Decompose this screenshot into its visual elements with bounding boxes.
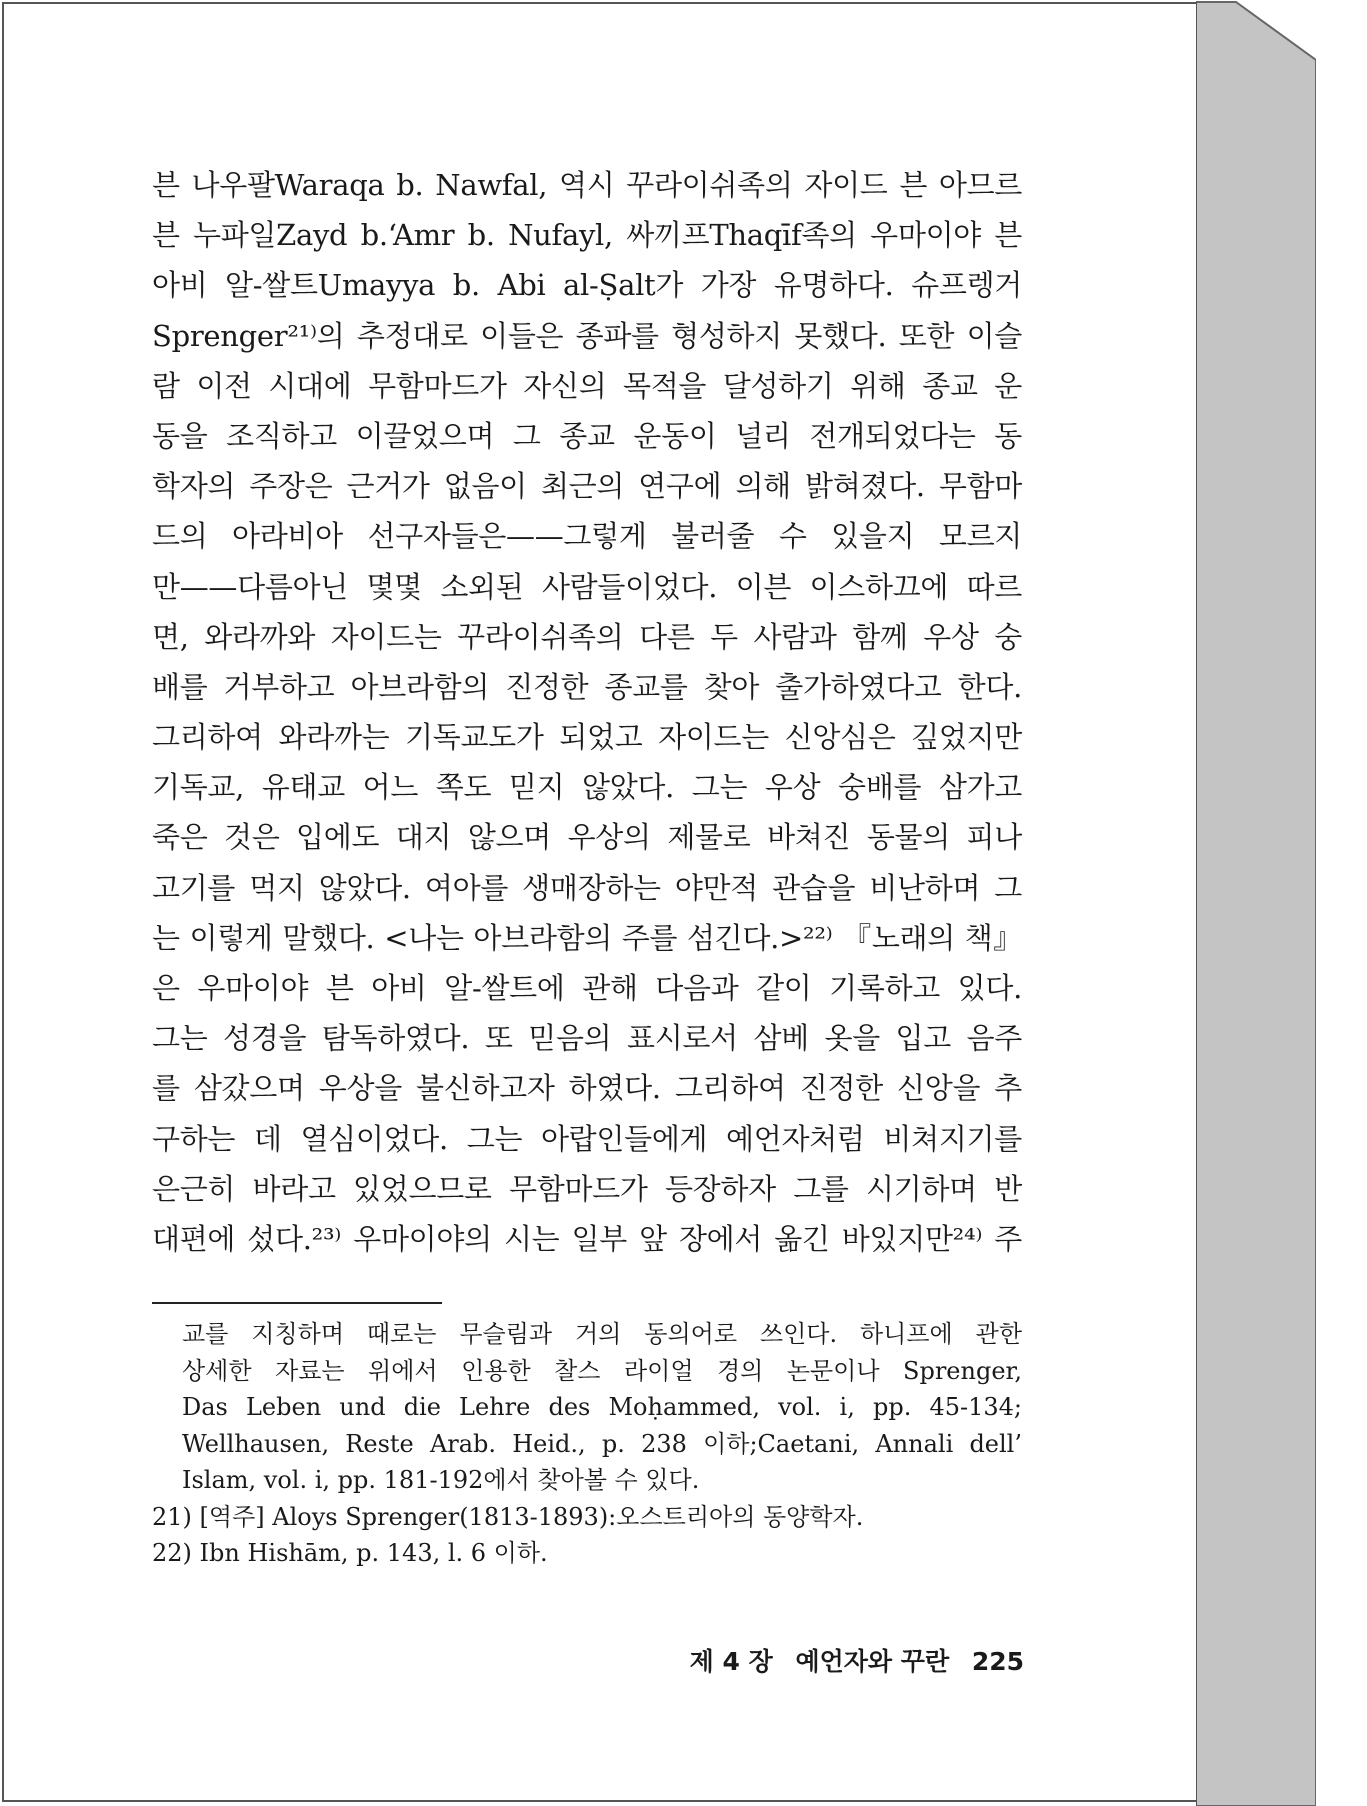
text-line: Sprenger²¹⁾의 추정대로 이들은 종파를 형성하지 못했다. 또한 이슬 bbox=[152, 318, 1022, 353]
footnote-line: Wellhausen, Reste Arab. Heid., p. 238 이하;Caetani, Annali dell’ bbox=[182, 1429, 1022, 1458]
text-line: 동을 조직하고 이끌었으며 그 종교 운동이 널리 전개되었다는 동 bbox=[152, 418, 1022, 453]
text-line: 은근히 바라고 있었으므로 무함마드가 등장하자 그를 시기하며 반 bbox=[152, 1171, 1022, 1206]
text-line: 람 이전 시대에 무함마드가 자신의 목적을 달성하기 위해 종교 운 bbox=[152, 368, 1022, 403]
text-line: 은 우마이야 븐 아비 알-쌀트에 관해 다음과 같이 기록하고 있다. bbox=[152, 971, 1022, 1005]
footnote-line: Islam, vol. i, pp. 181-192에서 찾아볼 수 있다. bbox=[182, 1466, 700, 1494]
text-line: 죽은 것은 입에도 대지 않으며 우상의 제물로 바쳐진 동물의 피나 bbox=[152, 820, 1022, 855]
running-footer bbox=[604, 1642, 1024, 1678]
chapter-label: 제 4 장 bbox=[689, 1647, 773, 1676]
text-line: 배를 거부하고 아브라함의 진정한 종교를 찾아 출가하였다고 한다. bbox=[152, 669, 1022, 704]
text-line: 를 삼갔으며 우상을 불신하고자 하였다. 그리하여 진정한 신앙을 추 bbox=[152, 1071, 1022, 1106]
footnote-22: 22) Ibn Hishām, p. 143, l. 6 이하. bbox=[152, 1539, 548, 1567]
text-line: 고기를 먹지 않았다. 여아를 생매장하는 야만적 관습을 비난하며 그 bbox=[152, 870, 1022, 905]
text-line: 는 이렇게 말했다. <나는 아브라함의 주를 섬긴다.>²²⁾ 『노래의 책』 bbox=[152, 920, 1022, 955]
text-line: 드의 아라비아 선구자들은——그렇게 불러줄 수 있을지 모르지 bbox=[152, 519, 1022, 554]
text-line: 면, 와라까와 자이드는 꾸라이쉬족의 다른 두 사람과 함께 우상 숭 bbox=[152, 619, 1022, 654]
text-line: 그는 성경을 탐독하였다. 또 믿음의 표시로서 삼베 옷을 입고 음주 bbox=[152, 1021, 1022, 1056]
text-line: 그리하여 와라까는 기독교도가 되었고 자이드는 신앙심은 깊었지만 bbox=[152, 720, 1022, 755]
footnote-line: 교를 지칭하며 때로는 무슬림과 거의 동의어로 쓰인다. 하니프에 관한 bbox=[182, 1320, 1022, 1348]
text-line: 학자의 주장은 근거가 없음이 최근의 연구에 의해 밝혀졌다. 무함마 bbox=[152, 469, 1022, 504]
body-text bbox=[152, 160, 1022, 1264]
footnote-line: 상세한 자료는 위에서 인용한 찰스 라이얼 경의 논문이나 Sprenger, bbox=[182, 1356, 1022, 1385]
text-line: 아비 알-쌀트Umayya b. Abi al-Ṣalt가 가장 유명하다. 슈프렝거 bbox=[152, 268, 1022, 303]
footnote-21: 21) [역주] Aloys Sprenger(1813-1893):오스트리아의 동양학자. bbox=[152, 1502, 864, 1531]
footnote-line: Das Leben und die Lehre des Moḥammed, vol. i, pp. 45-134; bbox=[182, 1393, 1022, 1421]
book-page bbox=[2, 2, 1198, 1802]
text-line: 만——다름아닌 몇몇 소외된 사람들이었다. 이븐 이스하끄에 따르 bbox=[152, 569, 1022, 604]
page-number: 225 bbox=[971, 1647, 1024, 1676]
text-line: 구하는 데 열심이었다. 그는 아랍인들에게 예언자처럼 비쳐지기를 bbox=[152, 1121, 1022, 1156]
footnotes bbox=[152, 1316, 1022, 1572]
text-line: 기독교, 유태교 어느 쪽도 믿지 않았다. 그는 우상 숭배를 삼가고 bbox=[152, 770, 1022, 805]
book-spine-shadow bbox=[1196, 0, 1316, 1806]
text-line: 븐 나우팔Waraqa b. Nawfal, 역시 꾸라이쉬족의 자이드 븐 아므르 bbox=[152, 168, 1022, 202]
chapter-title: 예언자와 꾸란 bbox=[795, 1647, 950, 1676]
footnote-divider bbox=[152, 1302, 442, 1304]
text-line: 븐 누파일Zayd b.‘Amr b. Nufayl, 싸끼프Thaqīf족의 우마이야 븐 bbox=[152, 218, 1022, 253]
text-line: 대편에 섰다.²³⁾ 우마이야의 시는 일부 앞 장에서 옮긴 바있지만²⁴⁾ 주 bbox=[152, 1221, 1022, 1256]
